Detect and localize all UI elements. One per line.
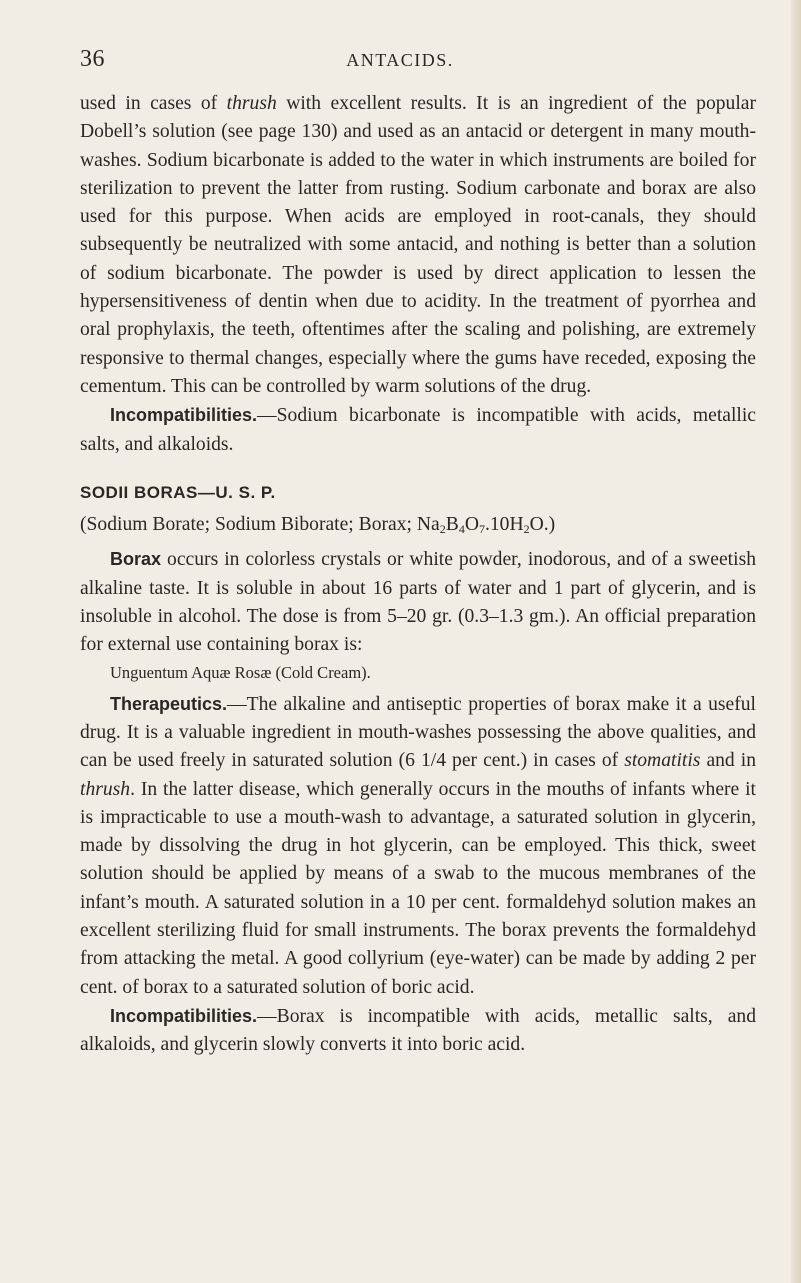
synonyms-line: (Sodium Borate; Sodium Biborate; Borax; $Na_2B_4O_7.10H_2O$.) (80, 514, 556, 537)
paragraph-therapeutics: Therapeutics.—The alkaline and antiseptic properties of borax make it a useful drug. It is a valuable ingredient in mouth-washes possessing the above qualities, and can be used freely in saturated solution (6 1/4 per cent.) in cases of stomatitis and in thrush. In the latter disease, which generally occurs in the mouths of infants where it is impracticable to use a mouth-wash to advantage, a saturated solution in glycerin, made by dissolving the drug in hot glycerin, can be employed. This thick, sweet solution should be applied by means of a swab to the mucous membranes of the infant’s mouth. A saturated solution in a 10 per cent. formaldehyd solution makes an excellent sterilizing fluid for small instruments. The borax prevents the formaldehyd from attacking the metal. A good collyrium (eye-water) can be made by adding 2 per cent. of borax to a saturated solution of boric acid. (80, 693, 757, 998)
page-header (80, 46, 720, 76)
body-text (80, 90, 756, 1060)
paragraph-incompatibilities-bicarbonate: Incompatibilities.—Sodium bicarbonate is incompatible with acids, metallic salts, and alkaloids. (80, 405, 756, 455)
term-thrush-2: thrush (80, 778, 131, 800)
paragraph-borax-description: Borax occurs in colorless crystals or white powder, inodorous, and of a sweetish alkaline taste. It is soluble in about 16 parts of water and 1 part of glycerin, and is insoluble in alcohol. The dose is from 5–20 gr. (0.3–1.3 gm.). An official preparation for external use containing borax is: (80, 549, 756, 656)
paragraph-incompatibilities-borax: Incompatibilities.—Borax is incompatible with acids, metallic salts, and alkaloids, and glycerin slowly converts it into boric acid. (80, 1005, 756, 1056)
section-heading: SODII BORAS—U. S. P. (80, 482, 276, 502)
running-head: ANTACIDS. (346, 50, 454, 70)
page-edge-shadow (791, 0, 801, 1283)
page-number: 36 (80, 46, 105, 72)
term-stomatitis: stomatitis (624, 750, 701, 772)
paragraph-sodium-bicarbonate-uses: used in cases of thrush with excellent results. It is an ingredient of the popular Dobell’s solution (see page 130) and used as an antacid or detergent in many mouth-washes. Sodium bicarbonate is added to the water in which instruments are boiled for sterilization to prevent the latter from rusting. Sodium carbonate and borax are also used for this purpose. When acids are employed in root-canals, they should subsequently be neutralized with some antacid, and nothing is better than a solution of sodium bicarbonate. The powder is used by direct application to lessen the hypersensitiveness of dentin when due to acidity. In the treatment of pyorrhea and oral prophylaxis, the teeth, oftentimes after the scaling and polishing, are extremely responsive to thermal changes, especially where the gums have receded, exposing the cementum. This can be controlled by warm solutions of the drug. (80, 93, 756, 397)
incompatibilities-label-2: Incompatibilities. (110, 1005, 258, 1026)
therapeutics-label: Therapeutics. (110, 693, 228, 714)
preparation-line: Unguentum Aquæ Rosæ (Cold Cream). (110, 662, 371, 682)
term-thrush: thrush (226, 93, 277, 114)
borax-label: Borax (110, 549, 162, 570)
incompatibilities-label: Incompatibilities. (110, 405, 258, 426)
